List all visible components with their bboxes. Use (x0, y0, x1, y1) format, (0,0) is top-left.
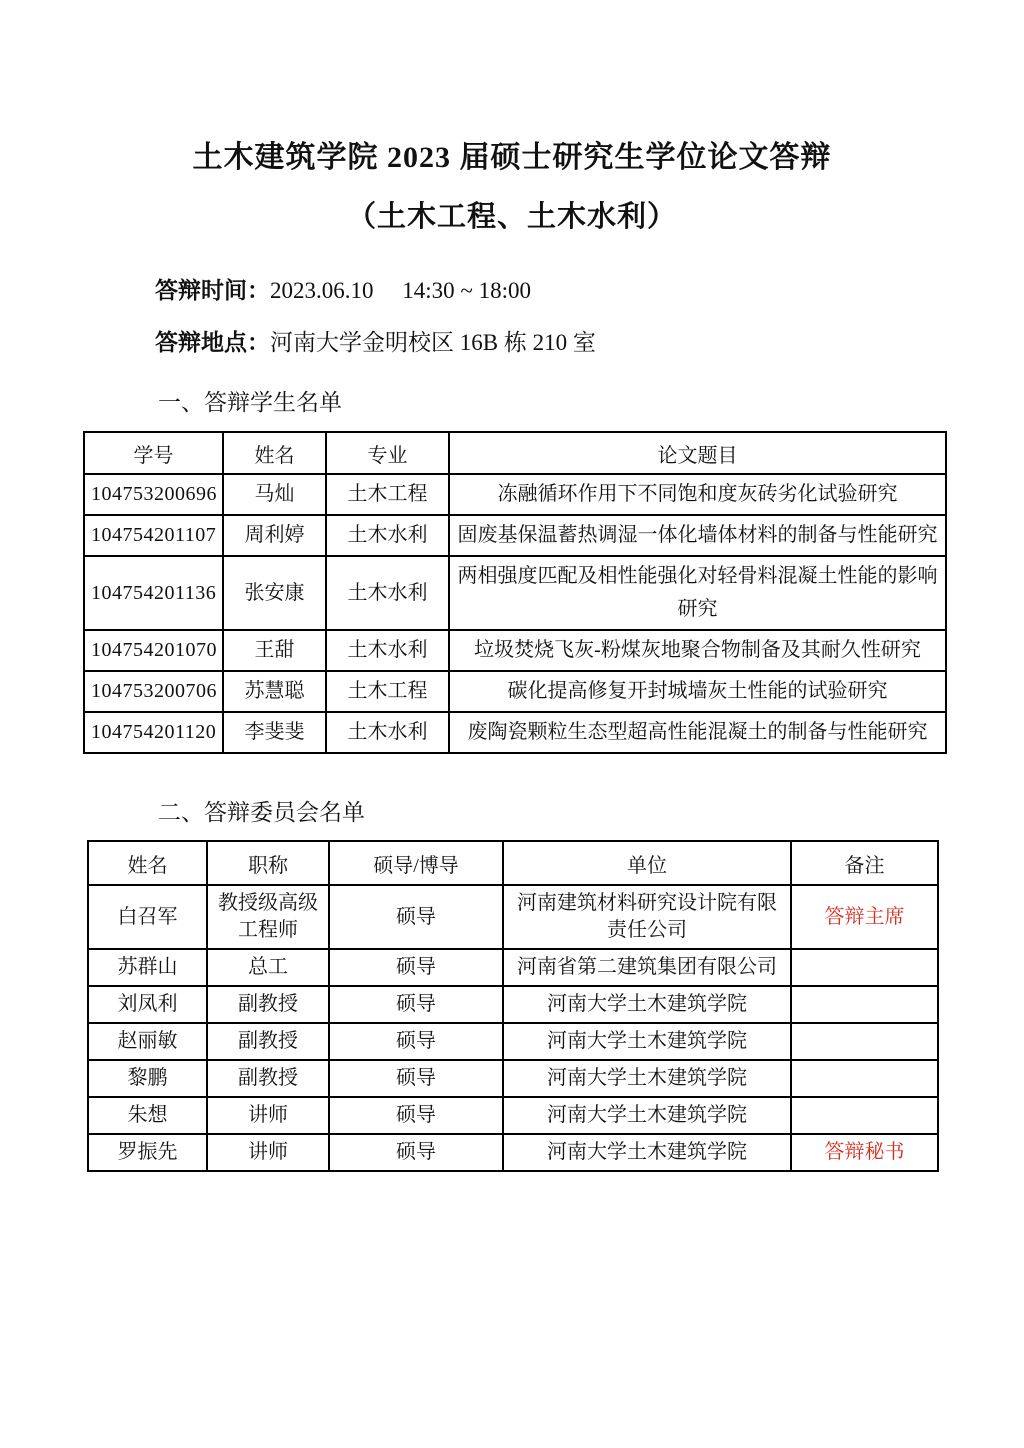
student-name-cell: 张安康 (223, 556, 326, 630)
students-column-header: 专业 (326, 432, 449, 474)
student-name-cell: 苏慧聪 (223, 671, 326, 712)
unit-cell: 河南大学土木建筑学院 (503, 1134, 791, 1171)
table-row (84, 515, 946, 556)
unit-cell: 河南大学土木建筑学院 (503, 986, 791, 1023)
major-cell: 土木水利 (326, 515, 449, 556)
table-row (88, 1097, 938, 1134)
member-title-cell: 讲师 (207, 1097, 329, 1134)
note-cell (791, 949, 938, 986)
advisor-type-cell: 硕导 (329, 1097, 503, 1134)
major-cell: 土木工程 (326, 671, 449, 712)
unit-cell: 河南大学土木建筑学院 (503, 1097, 791, 1134)
note-cell: 答辩主席 (791, 885, 938, 949)
student-id-cell: 104754201070 (84, 630, 223, 671)
student-name-cell: 王甜 (223, 630, 326, 671)
table-row (88, 1134, 938, 1171)
thesis-title-cell: 碳化提高修复开封城墙灰土性能的试验研究 (449, 671, 946, 712)
student-name-cell: 周利婷 (223, 515, 326, 556)
note-cell (791, 1060, 938, 1097)
note-cell: 答辩秘书 (791, 1134, 938, 1171)
students-table (83, 431, 947, 754)
major-cell: 土木水利 (326, 712, 449, 753)
thesis-title-cell: 固废基保温蓄热调湿一体化墙体材料的制备与性能研究 (449, 515, 946, 556)
advisor-type-cell: 硕导 (329, 986, 503, 1023)
table-row (88, 1060, 938, 1097)
defense-time-value: 2023.06.10 14:30 ~ 18:00 (270, 278, 531, 303)
note-cell (791, 986, 938, 1023)
thesis-title-cell: 废陶瓷颗粒生态型超高性能混凝土的制备与性能研究 (449, 712, 946, 753)
table-row (84, 556, 946, 630)
defense-location-label: 答辩地点： (155, 329, 270, 355)
member-name-cell: 白召军 (88, 885, 207, 949)
committee-column-header: 硕导/博导 (329, 841, 503, 885)
major-cell: 土木工程 (326, 474, 449, 515)
table-row (88, 885, 938, 949)
committee-table (87, 840, 939, 1172)
student-name-cell: 马灿 (223, 474, 326, 515)
committee-column-header: 姓名 (88, 841, 207, 885)
unit-cell: 河南大学土木建筑学院 (503, 1060, 791, 1097)
defense-time-label: 答辩时间： (155, 277, 270, 303)
students-table-head (84, 432, 946, 474)
students-header-row (84, 432, 946, 474)
thesis-title-cell: 垃圾焚烧飞灰-粉煤灰地聚合物制备及其耐久性研究 (449, 630, 946, 671)
student-id-cell: 104754201107 (84, 515, 223, 556)
table-row (88, 1023, 938, 1060)
member-name-cell: 黎鹏 (88, 1060, 207, 1097)
major-cell: 土木水利 (326, 630, 449, 671)
committee-header-row (88, 841, 938, 885)
student-name-cell: 李斐斐 (223, 712, 326, 753)
table-row (84, 671, 946, 712)
student-id-cell: 104753200706 (84, 671, 223, 712)
advisor-type-cell: 硕导 (329, 1060, 503, 1097)
table-row (88, 986, 938, 1023)
major-cell: 土木水利 (326, 556, 449, 630)
member-name-cell: 刘凤利 (88, 986, 207, 1023)
member-name-cell: 朱想 (88, 1097, 207, 1134)
member-title-cell: 总工 (207, 949, 329, 986)
students-column-header: 姓名 (223, 432, 326, 474)
member-title-cell: 副教授 (207, 1060, 329, 1097)
table-row (84, 474, 946, 515)
member-title-cell: 副教授 (207, 986, 329, 1023)
member-title-cell: 教授级高级工程师 (207, 885, 329, 949)
defense-location-line (155, 327, 1024, 358)
committee-column-header: 单位 (503, 841, 791, 885)
committee-section-heading: 二、答辩委员会名单 (158, 799, 365, 825)
table-row (84, 712, 946, 753)
page-title: 土木建筑学院 2023 届硕士研究生学位论文答辩 (192, 141, 832, 174)
member-name-cell: 赵丽敏 (88, 1023, 207, 1060)
students-table-body (84, 474, 946, 753)
unit-cell: 河南省第二建筑集团有限公司 (503, 949, 791, 986)
page-subtitle: （土木工程、土木水利） (346, 201, 677, 233)
member-name-cell: 罗振先 (88, 1134, 207, 1171)
defense-time-line (155, 275, 1024, 306)
unit-cell: 河南建筑材料研究设计院有限责任公司 (503, 885, 791, 949)
committee-column-header: 备注 (791, 841, 938, 885)
advisor-type-cell: 硕导 (329, 949, 503, 986)
defense-location-value: 河南大学金明校区 16B 栋 210 室 (270, 330, 596, 355)
table-row (84, 630, 946, 671)
student-id-cell: 104754201136 (84, 556, 223, 630)
note-cell (791, 1097, 938, 1134)
committee-table-head (88, 841, 938, 885)
students-column-header: 学号 (84, 432, 223, 474)
member-name-cell: 苏群山 (88, 949, 207, 986)
student-id-cell: 104754201120 (84, 712, 223, 753)
note-cell (791, 1023, 938, 1060)
advisor-type-cell: 硕导 (329, 1134, 503, 1171)
committee-column-header: 职称 (207, 841, 329, 885)
thesis-title-cell: 两相强度匹配及相性能强化对轻骨料混凝土性能的影响研究 (449, 556, 946, 630)
member-title-cell: 讲师 (207, 1134, 329, 1171)
advisor-type-cell: 硕导 (329, 885, 503, 949)
thesis-title-cell: 冻融循环作用下不同饱和度灰砖劣化试验研究 (449, 474, 946, 515)
student-id-cell: 104753200696 (84, 474, 223, 515)
unit-cell: 河南大学土木建筑学院 (503, 1023, 791, 1060)
students-section-heading: 一、答辩学生名单 (158, 389, 342, 415)
advisor-type-cell: 硕导 (329, 1023, 503, 1060)
member-title-cell: 副教授 (207, 1023, 329, 1060)
table-row (88, 949, 938, 986)
committee-table-body (88, 885, 938, 1171)
students-column-header: 论文题目 (449, 432, 946, 474)
